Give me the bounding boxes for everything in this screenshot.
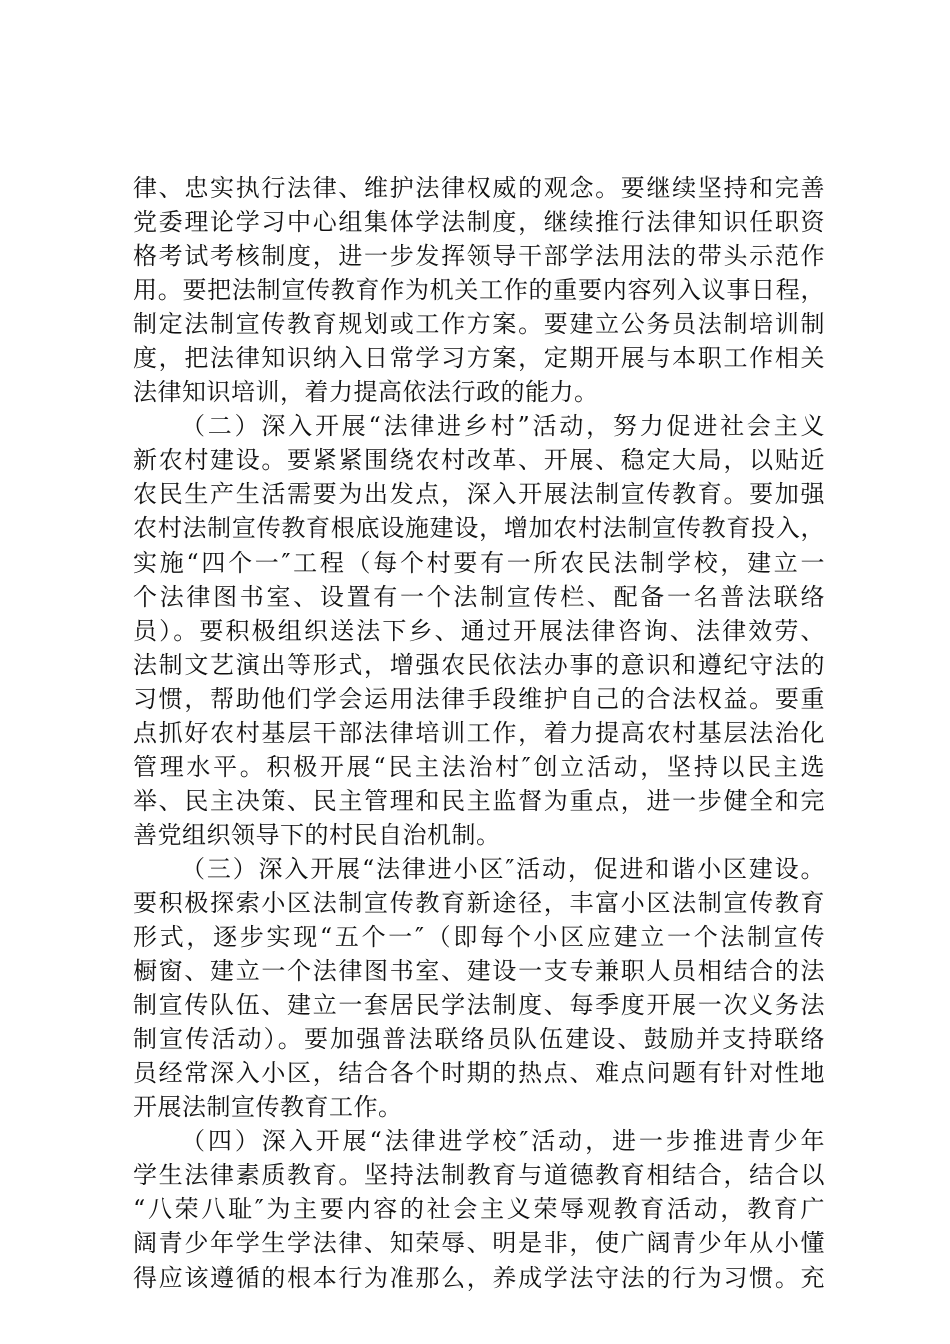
text-line: 新农村建设。要紧紧围绕农村改革、开展、稳定大局，以贴近 — [133, 446, 825, 475]
text-line: 农民生产生活需要为出发点，深入开展法制宣传教育。要加强 — [133, 480, 825, 509]
text-line: 形式，逐步实现“五个一″（即每个小区应建立一个法制宣传 — [133, 923, 825, 952]
text-line: 开展法制宣传教育工作。 — [133, 1093, 403, 1122]
text-line: 用。要把法制宣传教育作为机关工作的重要内容列入议事日程， — [133, 276, 825, 305]
text-line: 点抓好农村基层干部法律培训工作，着力提高农村基层法治化 — [133, 718, 825, 747]
text-line: 橱窗、建立一个法律图书室、建设一支专兼职人员相结合的法 — [133, 957, 825, 986]
text-line: 善党组织领导下的村民自治机制。 — [133, 820, 501, 849]
paragraph-first-line: （三）深入开展“法律进小区″活动，促进和谐小区建设。 — [181, 854, 825, 883]
text-line: 学生法律素质教育。坚持法制教育与道德教育相结合，结合以 — [133, 1161, 825, 1190]
document-body — [133, 171, 825, 1295]
text-line: 得应该遵循的根本行为准那么，养成学法守法的行为习惯。充 — [133, 1263, 825, 1292]
text-line: 党委理论学习中心组集体学法制度，继续推行法律知识任职资 — [133, 208, 825, 237]
text-line: 度，把法律知识纳入日常学习方案，定期开展与本职工作相关 — [133, 344, 825, 373]
text-line: 律、忠实执行法律、维护法律权威的观念。要继续坚持和完善 — [133, 174, 825, 202]
text-line: 制定法制宣传教育规划或工作方案。要建立公务员法制培训制 — [133, 310, 825, 339]
text-line: 员经常深入小区，结合各个时期的热点、难点问题有针对性地 — [133, 1059, 825, 1088]
text-line: 员）。要积极组织送法下乡、通过开展法律咨询、法律效劳、 — [133, 616, 825, 645]
text-line: 管理水平。积极开展“民主法治村″创立活动，坚持以民主选 — [133, 752, 825, 781]
text-line: 格考试考核制度，进一步发挥领导干部学法用法的带头示范作 — [133, 242, 825, 271]
text-line: 法律知识培训，着力提高依法行政的能力。 — [133, 378, 599, 407]
text-line: 个法律图书室、设置有一个法制宣传栏、配备一名普法联络 — [133, 582, 825, 611]
text-line: 习惯，帮助他们学会运用法律手段维护自己的合法权益。要重 — [133, 684, 825, 713]
paragraph-first-line: （二）深入开展“法律进乡村”活动，努力促进社会主义 — [181, 412, 825, 441]
text-line: 制宣传活动）。要加强普法联络员队伍建设、鼓励并支持联络 — [133, 1025, 825, 1054]
paragraph-first-line: （四）深入开展“法律进学校″活动，进一步推进青少年 — [181, 1127, 825, 1156]
text-line: 制宣传队伍、建立一套居民学法制度、每季度开展一次义务法 — [133, 991, 825, 1020]
text-line: 农村法制宣传教育根底设施建设，增加农村法制宣传教育投入， — [133, 514, 825, 543]
text-line: 实施“四个一″工程（每个村要有一所农民法制学校，建立一 — [133, 548, 825, 577]
text-line: 法制文艺演出等形式，增强农民依法办事的意识和遵纪守法的 — [133, 650, 825, 679]
text-line: 阔青少年学生学法律、知荣辱、明是非，使广阔青少年从小懂 — [133, 1229, 825, 1258]
text-line: 举、民主决策、民主管理和民主监督为重点，进一步健全和完 — [133, 786, 825, 815]
text-line: 要积极探索小区法制宣传教育新途径，丰富小区法制宣传教育 — [133, 888, 825, 917]
text-line: “八荣八耻″为主要内容的社会主义荣辱观教育活动，教育广 — [133, 1195, 825, 1224]
